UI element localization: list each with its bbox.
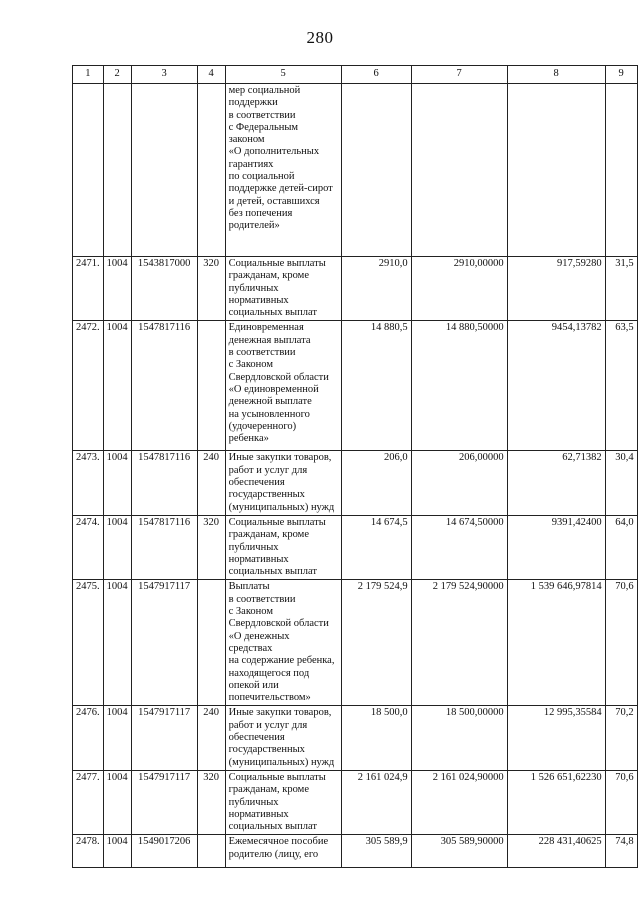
planned-amount-cell: 305 589,9	[341, 835, 411, 868]
execution-percent-cell: 70,6	[605, 770, 637, 834]
expense-type-cell: 240	[197, 706, 225, 770]
expense-type-cell: 240	[197, 451, 225, 515]
row-number-cell: 2478.	[73, 835, 104, 868]
column-header: 4	[197, 66, 225, 84]
item-name-cell: Выплаты в соответствии с Законом Свердловской области «О денежных средствах на содержание ребенка, находящегося под опекой или попечительством»	[225, 580, 341, 706]
column-header: 5	[225, 66, 341, 84]
article-code-cell: 1547817116	[131, 451, 197, 515]
planned-amount-cell: 14 880,5	[341, 321, 411, 451]
budget-table	[72, 65, 638, 868]
article-code-cell: 1547817116	[131, 321, 197, 451]
section-code-cell: 1004	[103, 706, 131, 770]
item-name-cell: Ежемесячное пособие родителю (лицу, его	[225, 835, 341, 868]
column-header: 6	[341, 66, 411, 84]
expense-type-cell	[197, 835, 225, 868]
section-code-cell: 1004	[103, 770, 131, 834]
table-row	[73, 706, 638, 770]
planned-amount-cell: 206,0	[341, 451, 411, 515]
row-number-cell: 2471.	[73, 257, 104, 321]
section-code-cell: 1004	[103, 515, 131, 579]
table-header-row	[73, 66, 638, 84]
planned-amount-cell: 2 161 024,9	[341, 770, 411, 834]
row-number-cell: 2472.	[73, 321, 104, 451]
expense-type-cell	[197, 580, 225, 706]
column-header: 7	[411, 66, 507, 84]
section-code-cell: 1004	[103, 451, 131, 515]
table-row	[73, 451, 638, 515]
approved-amount-cell: 18 500,00000	[411, 706, 507, 770]
planned-amount-cell: 14 674,5	[341, 515, 411, 579]
item-name-cell: Единовременная денежная выплата в соответствии с Законом Свердловской области «О единовременной денежной выплате на усыновленного (удочеренного) ребенка»	[225, 321, 341, 451]
column-header: 8	[507, 66, 605, 84]
row-number-cell: 2477.	[73, 770, 104, 834]
execution-percent-cell: 70,2	[605, 706, 637, 770]
table-row	[73, 835, 638, 868]
row-number-cell: 2473.	[73, 451, 104, 515]
table-row	[73, 321, 638, 451]
expense-type-cell	[197, 321, 225, 451]
item-name-cell: Иные закупки товаров, работ и услуг для обеспечения государственных (муниципальных) нужд	[225, 451, 341, 515]
article-code-cell: 1543817000	[131, 257, 197, 321]
planned-amount-cell	[341, 84, 411, 257]
item-name-cell: Социальные выплаты гражданам, кроме публичных нормативных социальных выплат	[225, 257, 341, 321]
table-row	[73, 770, 638, 834]
column-header: 1	[73, 66, 104, 84]
article-code-cell: 1549017206	[131, 835, 197, 868]
execution-percent-cell: 30,4	[605, 451, 637, 515]
item-name-cell: Социальные выплаты гражданам, кроме публичных нормативных социальных выплат	[225, 770, 341, 834]
planned-amount-cell: 18 500,0	[341, 706, 411, 770]
executed-amount-cell: 12 995,35584	[507, 706, 605, 770]
planned-amount-cell: 2910,0	[341, 257, 411, 321]
execution-percent-cell	[605, 84, 637, 257]
article-code-cell: 1547817116	[131, 515, 197, 579]
section-code-cell: 1004	[103, 257, 131, 321]
section-code-cell: 1004	[103, 321, 131, 451]
column-header: 9	[605, 66, 637, 84]
execution-percent-cell: 74,8	[605, 835, 637, 868]
approved-amount-cell: 2910,00000	[411, 257, 507, 321]
expense-type-cell: 320	[197, 257, 225, 321]
table-row	[73, 580, 638, 706]
table-row	[73, 257, 638, 321]
approved-amount-cell: 305 589,90000	[411, 835, 507, 868]
approved-amount-cell	[411, 84, 507, 257]
row-number-cell: 2475.	[73, 580, 104, 706]
expense-type-cell	[197, 84, 225, 257]
section-code-cell	[103, 84, 131, 257]
approved-amount-cell: 206,00000	[411, 451, 507, 515]
article-code-cell	[131, 84, 197, 257]
approved-amount-cell: 14 880,50000	[411, 321, 507, 451]
item-name-cell: Иные закупки товаров, работ и услуг для обеспечения государственных (муниципальных) нужд	[225, 706, 341, 770]
item-name-cell: Социальные выплаты гражданам, кроме публичных нормативных социальных выплат	[225, 515, 341, 579]
executed-amount-cell: 1 539 646,97814	[507, 580, 605, 706]
executed-amount-cell: 1 526 651,62230	[507, 770, 605, 834]
approved-amount-cell: 14 674,50000	[411, 515, 507, 579]
execution-percent-cell: 63,5	[605, 321, 637, 451]
executed-amount-cell	[507, 84, 605, 257]
column-header: 2	[103, 66, 131, 84]
column-header: 3	[131, 66, 197, 84]
expense-type-cell: 320	[197, 515, 225, 579]
execution-percent-cell: 64,0	[605, 515, 637, 579]
executed-amount-cell: 917,59280	[507, 257, 605, 321]
execution-percent-cell: 70,6	[605, 580, 637, 706]
row-number-cell: 2476.	[73, 706, 104, 770]
table-row	[73, 515, 638, 579]
executed-amount-cell: 9454,13782	[507, 321, 605, 451]
section-code-cell: 1004	[103, 835, 131, 868]
table-row	[73, 84, 638, 257]
row-number-cell: 2474.	[73, 515, 104, 579]
executed-amount-cell: 228 431,40625	[507, 835, 605, 868]
article-code-cell: 1547917117	[131, 706, 197, 770]
approved-amount-cell: 2 179 524,90000	[411, 580, 507, 706]
article-code-cell: 1547917117	[131, 580, 197, 706]
section-code-cell: 1004	[103, 580, 131, 706]
item-name-cell: мер социальной поддержки в соответствии с Федеральным законом «О дополнительных гарантиях по социальной поддержке детей-сирот и детей, оставшихся без попечения родителей»	[225, 84, 341, 257]
executed-amount-cell: 9391,42400	[507, 515, 605, 579]
expense-type-cell: 320	[197, 770, 225, 834]
execution-percent-cell: 31,5	[605, 257, 637, 321]
row-number-cell	[73, 84, 104, 257]
planned-amount-cell: 2 179 524,9	[341, 580, 411, 706]
article-code-cell: 1547917117	[131, 770, 197, 834]
executed-amount-cell: 62,71382	[507, 451, 605, 515]
approved-amount-cell: 2 161 024,90000	[411, 770, 507, 834]
page-number: 280	[306, 28, 334, 47]
